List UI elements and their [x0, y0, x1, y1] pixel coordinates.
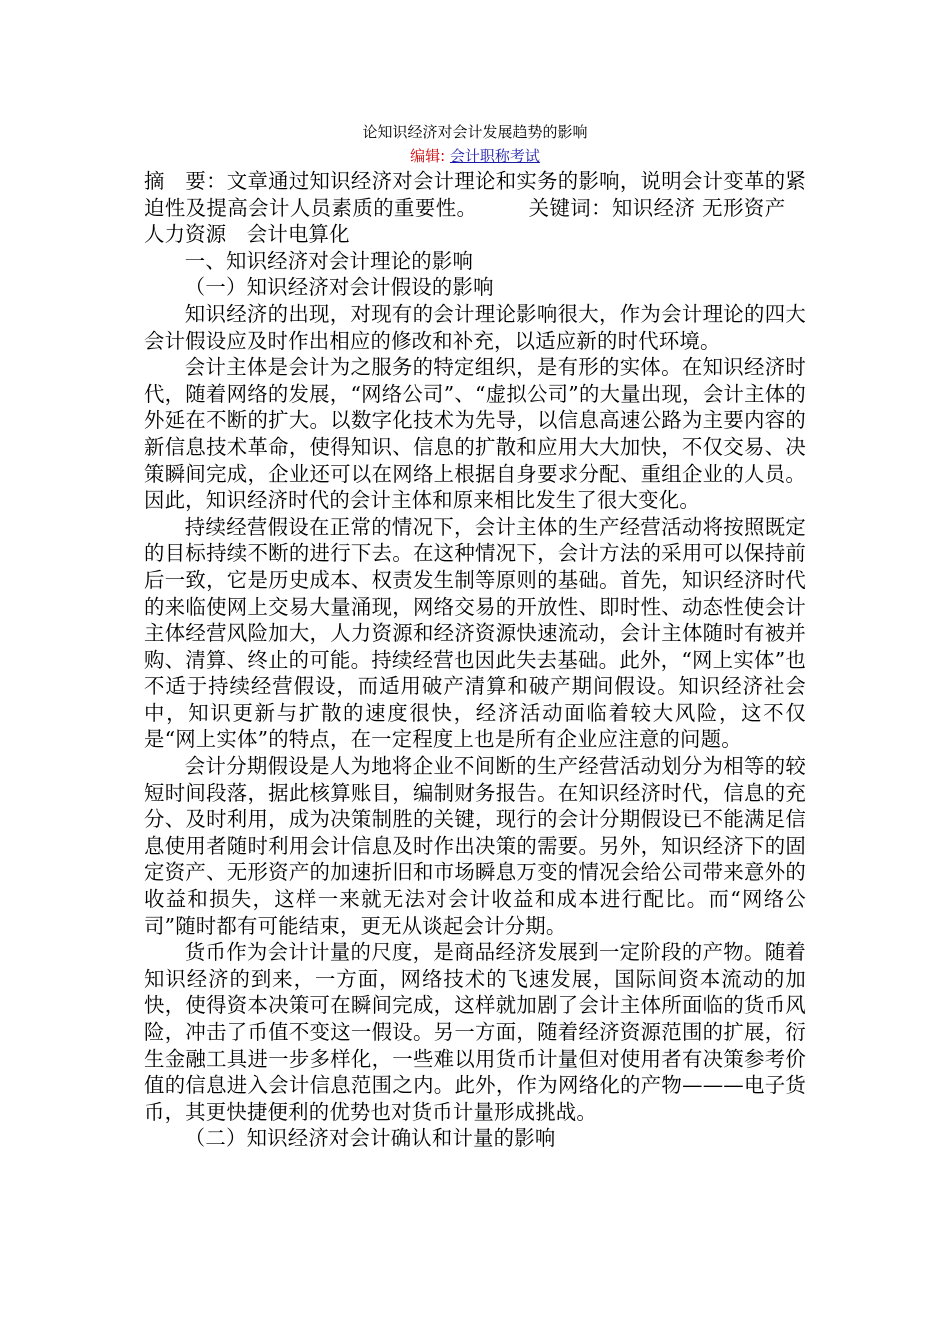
document-body: [144, 168, 806, 1152]
body-paragraph: 会计分期假设是人为地将企业不间断的生产经营活动划分为相等的较短时间段落，据此核算账目，编制财务报告。在知识经济时代，信息的充分、及时利用，成为决策制胜的关键，现行的会计分期假设已不能满足信息使用者随时利用会计信息及时作出决策的需要。另外，知识经济下的固定资产、无形资产的加速折旧和市场瞬息万变的情况会给公司带来意外的收益和损失，这样一来就无法对会计收益和成本进行配比。而“网络公司”随时都有可能结束，更无从谈起会计分期。: [144, 754, 806, 938]
keywords-label: 关键词：: [528, 195, 612, 220]
keyword: 知识经济: [611, 195, 696, 220]
document-page: [144, 120, 806, 1152]
keyword: 人力资源: [144, 222, 227, 247]
abstract-paragraph: [144, 168, 806, 248]
editor-line: [144, 144, 806, 168]
body-paragraph: 会计主体是会计为之服务的特定组织，是有形的实体。在知识经济时代，随着网络的发展，“网络公司”、“虚拟公司”的大量出现，会计主体的外延在不断的扩大。以数字化技术为先导，以信息高速公路为主要内容的新信息技术革命，使得知识、信息的扩散和应用大大加快，不仅交易、决策瞬间完成，企业还可以在网络上根据自身要求分配、重组企业的人员。因此，知识经济时代的会计主体和原来相比发生了很大变化。: [144, 355, 806, 513]
editor-label: 编辑:: [410, 147, 446, 165]
body-paragraph: 持续经营假设在正常的情况下，会计主体的生产经营活动将按照既定的目标持续不断的进行下去。在这种情况下，会计方法的采用可以保持前后一致，它是历史成本、权责发生制等原则的基础。首先，知识经济时代的来临使网上交易大量涌现，网络交易的开放性、即时性、动态性使会计主体经营风险加大，人力资源和经济资源快速流动，会计主体随时有被并购、清算、终止的可能。持续经营也因此失去基础。此外，“网上实体”也不适于持续经营假设，而适用破产清算和破产期间假设。知识经济社会中，知识更新与扩散的速度很快，经济活动面临着较大风险，这不仅是“网上实体”的特点，在一定程度上也是所有企业应注意的问题。: [144, 514, 806, 752]
editor-link[interactable]: 会计职称考试: [449, 147, 540, 165]
keyword: 会计电算化: [246, 222, 350, 247]
subsection-heading: （一）知识经济对会计假设的影响: [184, 275, 494, 300]
keyword: 无形资产: [702, 195, 786, 220]
abstract-label: 摘 要：: [144, 169, 227, 193]
body-paragraph: 货币作为会计计量的尺度，是商品经济发展到一定阶段的产物。随着知识经济的到来，一方面，网络技术的飞速发展，国际间资本流动的加快，使得资本决策可在瞬间完成，这样就加剧了会计主体所面临的货币风险，冲击了币值不变这一假设。另一方面，随着经济资源范围的扩展，衍生金融工具进一步多样化，一些难以用货币计量但对使用者有决策参考价值的信息进入会计信息范围之内。此外，作为网络化的产物———电子货币，其更快捷便利的优势也对货币计量形成挑战。: [144, 940, 806, 1124]
subsection-heading: （二）知识经济对会计确认和计量的影响: [184, 1126, 556, 1151]
abstract-text: 文章通过知识经济对会计理论和实务的影响，说明会计变革的紧迫性及提高会计人员素质的重要性。: [144, 169, 806, 220]
section-heading: 一、知识经济对会计理论的影响: [184, 248, 474, 273]
body-paragraph: 知识经济的出现，对现有的会计理论影响很大，作为会计理论的四大会计假设应及时作出相应的修改和补充，以适应新的时代环境。: [144, 301, 806, 353]
document-title: 论知识经济对会计发展趋势的影响: [362, 123, 588, 141]
